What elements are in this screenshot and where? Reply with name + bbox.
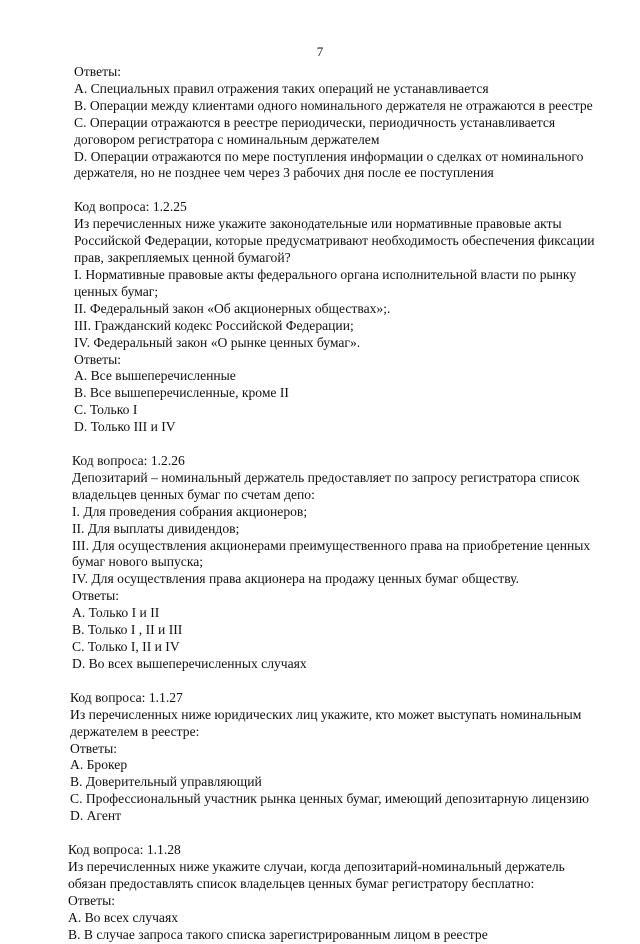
question-text: прав, закрепляемых ценной бумагой? bbox=[74, 250, 291, 266]
question-text: обязан предоставлять список владельцев ценных бумаг регистратору бесплатно: bbox=[68, 875, 535, 891]
answers-heading: Ответы: bbox=[70, 740, 117, 756]
question-1-1-28 bbox=[68, 842, 584, 943]
question-1-2-25 bbox=[74, 199, 595, 436]
question-text: держателем в реестре: bbox=[70, 723, 200, 739]
question-text: Из перечисленных ниже юридических лиц укажите, кто может выступать номинальным bbox=[70, 706, 582, 722]
statement-i: I. Для проведения собрания акционеров; bbox=[72, 503, 308, 519]
answers-block-previous-question bbox=[74, 64, 593, 182]
question-code: Код вопроса: 1.1.27 bbox=[70, 689, 183, 705]
answer-option-c: С. Профессиональный участник рынка ценных бумаг, имеющий депозитарную лицензию bbox=[70, 791, 590, 807]
question-text: Из перечисленных ниже укажите законодательные или нормативные правовые акты bbox=[74, 216, 562, 232]
page-number: 7 bbox=[316, 44, 324, 59]
answer-option-d: D. Агент bbox=[70, 808, 122, 824]
answers-heading: Ответы: bbox=[74, 64, 121, 79]
statement-iv: IV. Федеральный закон «О рынке ценных бумаг». bbox=[74, 334, 361, 350]
statement-iv: IV. Для осуществления права акционера на продажу ценных бумаг обществу. bbox=[72, 571, 520, 587]
statement-iii: III. Гражданский кодекс Российской Федерации; bbox=[74, 317, 354, 333]
statement-i: I. Нормативные правовые акты федерального органа исполнительной власти по рынку bbox=[74, 266, 577, 282]
question-text: Российской Федерации, которые предусматривают необходимость обеспечения фиксации bbox=[74, 233, 595, 249]
statement-iii: III. Для осуществления акционерами преимущественного права на приобретение ценных bbox=[72, 537, 591, 553]
statement-ii: II. Федеральный закон «Об акционерных обществах»;. bbox=[74, 300, 391, 316]
answer-option-a: А. Только I и II bbox=[72, 605, 160, 621]
answer-option-c: С. Операции отражаются в реестре периодически, периодичность устанавливается bbox=[74, 114, 556, 130]
answer-option-b: В. Только I , II и III bbox=[72, 622, 183, 638]
answer-option-b: В. Все вышеперечисленные, кроме II bbox=[74, 385, 289, 401]
statement-iii-continued: бумаг нового выпуска; bbox=[72, 554, 204, 570]
question-code: Код вопроса: 1.1.28 bbox=[68, 842, 181, 858]
question-text: владельцев ценных бумаг по счетам депо: bbox=[72, 486, 315, 502]
question-code: Код вопроса: 1.2.25 bbox=[74, 199, 187, 215]
answer-option-d-continued: держателя, но не позднее чем через 3 рабочих дня после ее поступления bbox=[74, 165, 494, 181]
answer-option-a: А. Брокер bbox=[70, 757, 128, 773]
question-text: Из перечисленных ниже укажите случаи, когда депозитарий-номинальный держатель bbox=[68, 858, 565, 874]
answers-heading: Ответы: bbox=[74, 351, 121, 367]
question-1-2-26 bbox=[72, 453, 591, 673]
question-1-1-27 bbox=[70, 689, 590, 825]
answer-option-c: С. Только I bbox=[74, 402, 138, 418]
answer-option-b: В. В случае запроса такого списка зарегистрированным лицом в реестре bbox=[68, 926, 488, 942]
answer-option-a: А. Все вышеперечисленные bbox=[74, 368, 236, 384]
statement-i-continued: ценных бумаг; bbox=[74, 283, 159, 299]
answer-option-b: В. Доверительный управляющий bbox=[70, 774, 262, 790]
statement-ii: II. Для выплаты дивидендов; bbox=[72, 520, 240, 536]
answer-option-a: А. Специальных правил отражения таких операций не устанавливается bbox=[74, 80, 489, 96]
answer-option-a: А. Во всех случаях bbox=[68, 909, 178, 925]
answer-option-c-continued: договором регистратора с номинальным держателем bbox=[74, 131, 380, 147]
answers-heading: Ответы: bbox=[68, 892, 115, 908]
question-text: Депозитарий – номинальный держатель предоставляет по запросу регистратора список bbox=[72, 469, 580, 485]
document-body bbox=[68, 64, 595, 944]
answer-option-c: С. Только I, II и IV bbox=[72, 639, 180, 654]
answer-option-d: D. Операции отражаются по мере поступления информации о сделках от номинального bbox=[74, 148, 584, 164]
answer-option-b: В. Операции между клиентами одного номинального держателя не отражаются в реестре bbox=[74, 97, 593, 113]
answer-option-d: D. Только III и IV bbox=[74, 419, 176, 435]
answer-option-d: D. Во всех вышеперечисленных случаях bbox=[72, 655, 307, 671]
answers-heading: Ответы: bbox=[72, 588, 119, 604]
question-code: Код вопроса: 1.2.26 bbox=[72, 453, 185, 469]
